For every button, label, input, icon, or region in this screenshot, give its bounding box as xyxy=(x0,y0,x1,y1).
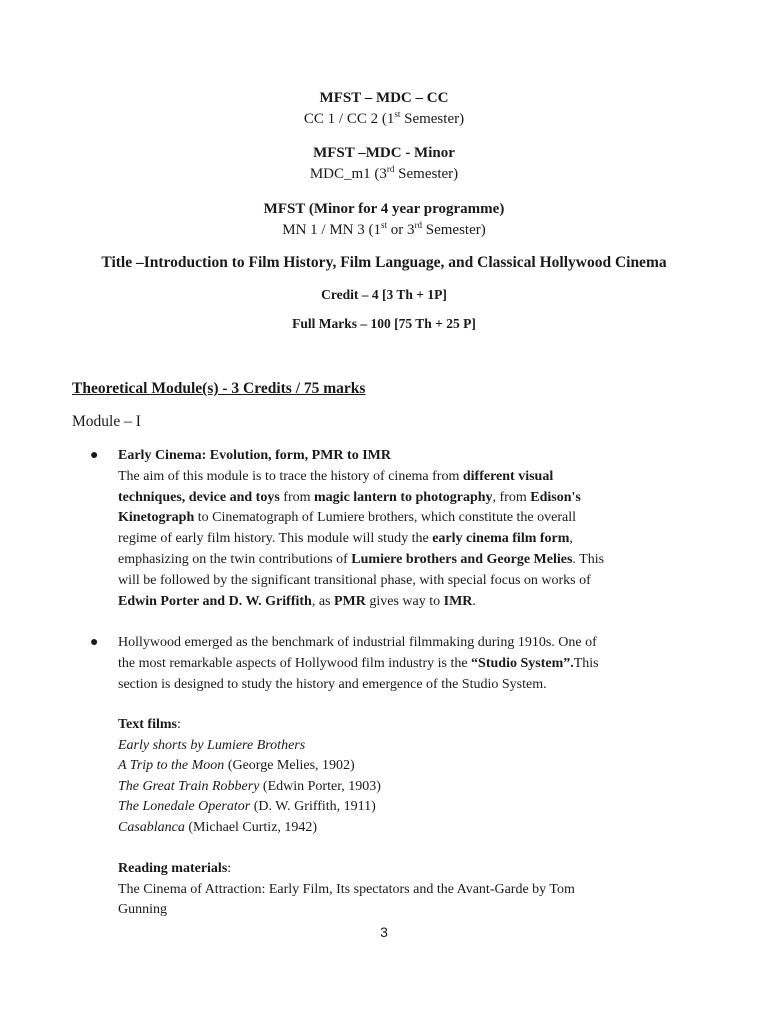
reading-line: The Cinema of Attraction: Early Film, Its spectators and the Avant-Garde by Tom xyxy=(118,881,575,897)
text-films-heading: Text films: xyxy=(118,717,181,732)
bullet-heading: Early Cinema: Evolution, form, PMR to IMR xyxy=(118,448,391,463)
header-title-4yr: MFST (Minor for 4 year programme) xyxy=(263,201,505,217)
film-item: The Lonedale Operator (D. W. Griffith, 1911) xyxy=(118,799,376,815)
film-item: Casablanca (Michael Curtiz, 1942) xyxy=(118,819,318,835)
para-line: the most remarkable aspects of Hollywood film industry is the “Studio System”.This xyxy=(118,655,599,671)
para-line: regime of early film history. This module will study the early cinema film form, xyxy=(118,531,573,547)
para-line: Kinetograph to Cinematograph of Lumiere brothers, which constitute the overall xyxy=(118,510,577,526)
reading-materials-section xyxy=(118,859,575,921)
film-item: A Trip to the Moon (George Melies, 1902) xyxy=(118,758,355,774)
para-line: techniques, device and toys from magic lantern to photography, from Edison's xyxy=(118,489,581,505)
para-line: Hollywood emerged as the benchmark of industrial filmmaking during 1910s. One of xyxy=(118,635,597,650)
module-label: Module – I xyxy=(72,413,141,430)
course-credit: Credit – 4 [3 Th + 1P] xyxy=(321,287,447,302)
film-item: Early shorts by Lumiere Brothers xyxy=(118,737,306,753)
header-sub-minor: MDC_m1 (3rd Semester) xyxy=(309,164,459,182)
para-line: emphasizing on the twin contributions of Lumiere brothers and George Melies. This xyxy=(118,551,605,567)
reading-heading: Reading materials: xyxy=(118,861,232,876)
header-block-cc xyxy=(0,88,768,130)
film-item: The Great Train Robbery (Edwin Porter, 1903) xyxy=(118,778,381,794)
reading-line: Gunning xyxy=(118,902,167,918)
text-films-section xyxy=(118,715,381,839)
course-title: Title –Introduction to Film History, Film Language, and Classical Hollywood Cinema xyxy=(101,254,667,271)
header-sub-cc: CC 1 / CC 2 (1st Semester) xyxy=(303,109,465,127)
header-sub-4yr: MN 1 / MN 3 (1st or 3rd Semester) xyxy=(282,220,486,238)
header-block-4yr xyxy=(0,199,768,241)
header-block-minor xyxy=(0,143,768,185)
header-title-minor: MFST –MDC - Minor xyxy=(313,145,455,161)
bullet-text xyxy=(118,446,663,612)
para-line: section is designed to study the history and emergence of the Studio System. xyxy=(118,676,547,692)
para-line: Edwin Porter and D. W. Griffith, as PMR gives way to IMR. xyxy=(118,593,476,609)
theory-heading: Theoretical Module(s) - 3 Credits / 75 marks xyxy=(72,380,366,397)
page-number: 3 xyxy=(380,924,388,940)
bullet-dot: ● xyxy=(90,635,99,650)
header-title-cc: MFST – MDC – CC xyxy=(319,90,449,106)
bullet-text xyxy=(118,633,663,695)
bullet-dot: ● xyxy=(90,448,99,463)
para-line: will be followed by the significant transitional phase, with special focus on works of xyxy=(118,572,591,588)
para-line: The aim of this module is to trace the history of cinema from different visual xyxy=(118,468,554,484)
course-full-marks: Full Marks – 100 [75 Th + 25 P] xyxy=(292,316,476,331)
